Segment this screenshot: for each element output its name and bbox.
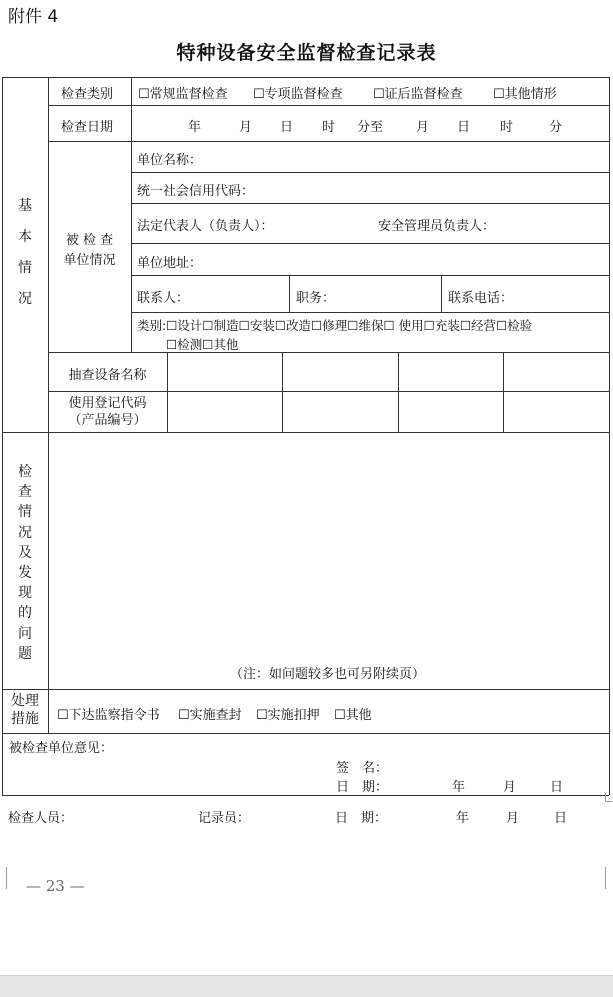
row-divider bbox=[131, 243, 609, 244]
date-unit: 日 bbox=[554, 811, 568, 826]
table-bottom-border bbox=[2, 795, 609, 796]
checkbox-issue-directive[interactable]: ☐下达监察指令书 bbox=[57, 708, 160, 723]
bottom-date-label: 日 期： bbox=[335, 811, 388, 826]
date-unit: 分至 bbox=[357, 120, 384, 135]
date-unit: 日 bbox=[280, 120, 294, 135]
column-divider bbox=[398, 352, 399, 432]
checkbox-handling-other[interactable]: ☐其他 bbox=[334, 708, 372, 723]
inspection-findings-label: 检 查 情 况 及 发 现 的 问 题 bbox=[18, 464, 32, 662]
row-divider bbox=[131, 172, 609, 173]
unit-address-field[interactable]: 单位地址： bbox=[137, 256, 203, 271]
column-divider bbox=[131, 77, 132, 352]
findings-note: （注：如问题较多也可另附续页） bbox=[230, 667, 426, 682]
date-unit: 年 bbox=[452, 780, 466, 795]
contact-person-field[interactable]: 联系人： bbox=[137, 291, 190, 306]
date-unit: 月 bbox=[503, 780, 517, 795]
page-corner-mark bbox=[6, 867, 7, 889]
date-unit: 分 bbox=[549, 120, 563, 135]
column-divider bbox=[167, 352, 168, 432]
date-unit: 日 bbox=[550, 780, 564, 795]
checkbox-special-inspection[interactable]: ☐专项监督检查 bbox=[253, 87, 343, 102]
checkbox-detain[interactable]: ☐实施扣押 bbox=[256, 708, 320, 723]
unit-opinion-label: 被检查单位意见： bbox=[9, 741, 114, 756]
column-divider bbox=[441, 275, 442, 312]
date-unit: 时 bbox=[322, 120, 336, 135]
row-divider bbox=[48, 105, 609, 106]
table-top-border bbox=[2, 77, 609, 78]
unit-type-checkboxes-cont[interactable]: ☐检测☐其他 bbox=[166, 337, 239, 352]
date-unit: 日 bbox=[457, 120, 471, 135]
recorder-field[interactable]: 记录员： bbox=[198, 811, 251, 826]
section-divider bbox=[2, 733, 609, 734]
viewer-status-bar bbox=[0, 975, 613, 997]
date-unit: 年 bbox=[188, 120, 202, 135]
legal-representative-field[interactable]: 法定代表人（负责人）： bbox=[137, 219, 274, 234]
date-unit: 月 bbox=[416, 120, 430, 135]
unit-type-checkboxes[interactable]: 类别:☐设计☐制造☐安装☐改造☐修理☐维保☐ 使用☐充装☐经营☐检验 bbox=[137, 318, 533, 333]
attachment-label: 附件 4 bbox=[8, 7, 59, 27]
row-divider bbox=[131, 312, 609, 313]
row-divider bbox=[131, 203, 609, 204]
checkbox-post-license-inspection[interactable]: ☐证后监督检查 bbox=[373, 87, 463, 102]
date-unit: 月 bbox=[506, 811, 520, 826]
opinion-date-label: 日 期： bbox=[336, 780, 389, 795]
checkbox-routine-inspection[interactable]: ☐常规监督检查 bbox=[138, 87, 228, 102]
date-unit: 月 bbox=[239, 120, 253, 135]
date-unit: 年 bbox=[456, 811, 470, 826]
table-left-border bbox=[2, 77, 3, 795]
page-number: — 23 — bbox=[26, 877, 85, 895]
column-divider bbox=[282, 352, 283, 432]
inspected-unit-label: 被 检 查 单位情况 bbox=[63, 233, 116, 268]
credit-code-field[interactable]: 统一社会信用代码： bbox=[137, 184, 255, 199]
row-divider bbox=[48, 352, 609, 353]
section-divider bbox=[2, 689, 609, 690]
column-divider bbox=[289, 275, 290, 312]
column-divider bbox=[503, 352, 504, 432]
phone-field[interactable]: 联系电话： bbox=[448, 291, 514, 306]
page-corner-mark bbox=[605, 793, 612, 802]
opinion-signature-field[interactable]: 签 名： bbox=[336, 761, 389, 776]
handling-measures-label: 处理 措施 bbox=[11, 693, 39, 727]
safety-manager-field[interactable]: 安全管理员负责人： bbox=[378, 219, 496, 234]
row-divider bbox=[131, 275, 609, 276]
registration-code-label: 使用登记代码 （产品编号） bbox=[68, 396, 147, 428]
form-title: 特种设备安全监督检查记录表 bbox=[176, 42, 437, 64]
inspection-findings-area[interactable] bbox=[49, 433, 608, 688]
row-divider bbox=[48, 141, 609, 142]
checkbox-seal-up[interactable]: ☐实施查封 bbox=[178, 708, 242, 723]
position-field[interactable]: 职务： bbox=[296, 291, 336, 306]
category-label: 检查类别 bbox=[61, 87, 114, 102]
date-label: 检查日期 bbox=[61, 120, 114, 135]
table-right-border bbox=[609, 77, 610, 795]
date-unit: 时 bbox=[500, 120, 514, 135]
checkbox-other-situation[interactable]: ☐其他情形 bbox=[493, 87, 557, 102]
page-corner-mark bbox=[605, 867, 612, 889]
unit-name-field[interactable]: 单位名称： bbox=[137, 153, 203, 168]
basic-info-section-label: 基 本 情 况 bbox=[18, 198, 32, 307]
equipment-name-label: 抽查设备名称 bbox=[68, 368, 147, 383]
row-divider bbox=[48, 391, 609, 392]
inspector-field[interactable]: 检查人员： bbox=[8, 811, 74, 826]
